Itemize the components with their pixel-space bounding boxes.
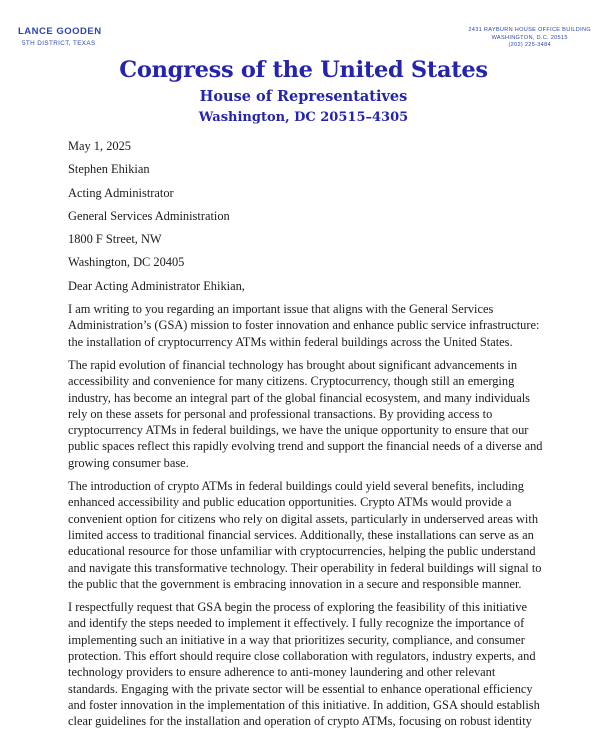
recipient-name: Stephen Ehikian <box>68 162 150 177</box>
recipient-title: Acting Administrator <box>68 185 174 200</box>
member-name: LANCE GOODEN <box>18 26 102 37</box>
recipient-address-block <box>68 161 547 270</box>
body-paragraph-1: I am writing to you regarding an important issue that aligns with the General Services Administration’s (GSA) mission to foster innovation and enhance public service infrastructure: the installation of cryptocurrency ATMs within federal buildings across the United States. <box>68 302 540 349</box>
masthead-congress-title: Congress of the United States <box>119 57 488 83</box>
office-address-line1: 2431 RAYBURN HOUSE OFFICE BUILDING <box>468 27 591 33</box>
body-paragraph-2: The rapid evolution of financial technology has brought about significant advancements in accessibility and convenience for many citizens. Cryptocurrency, though still an emerging industry, has become an integral part of the global financial ecosystem, and many individuals rely on these assets for personal and professional transactions. By providing access to cryptocurrency ATMs in federal buildings, we have the unique opportunity to ensure that our public spaces reflect this rapidly evolving trend and support the financial needs of a diverse and growing consumer base. <box>68 357 543 470</box>
recipient-street: 1800 F Street, NW <box>68 232 162 247</box>
office-address-line2: WASHINGTON, D.C. 20515 <box>491 34 568 41</box>
member-district: 5TH DISTRICT, TEXAS <box>22 40 96 47</box>
member-block <box>18 26 102 47</box>
recipient-city: Washington, DC 20405 <box>68 255 185 270</box>
letter-date: May 1, 2025 <box>68 139 131 153</box>
masthead <box>0 57 607 125</box>
letter-body <box>68 138 547 730</box>
office-contact-block <box>468 27 591 50</box>
office-phone: (202) 225-3484 <box>508 42 551 49</box>
masthead-house-title: House of Representatives <box>199 88 408 105</box>
masthead-washington-address: Washington, DC 20515–4305 <box>198 110 409 125</box>
recipient-agency: General Services Administration <box>68 208 230 223</box>
letterhead <box>18 26 591 50</box>
salutation: Dear Acting Administrator Ehikian, <box>68 278 245 293</box>
body-paragraph-3: The introduction of crypto ATMs in federal buildings could yield several benefits, including enhanced accessibility and public education opportunities. Crypto ATMs would provide a convenient option for citizens who rely on digital assets, particularly in underserved areas with limited access to traditional financial services. Additionally, these installations can serve as an educational resource for those unfamiliar with cryptocurrencies, helping the public understand and navigate this transformative technology. Their operability in federal buildings will signal to the public that the government is embracing innovation in a secure and responsible manner. <box>68 479 542 591</box>
body-paragraph-4: I respectfully request that GSA begin the process of exploring the feasibility of this initiative and identify the steps needed to implement it effectively. I fully recognize the importance of implementing such an initiative in a way that prioritizes security, compliance, and consumer protection. This effort should require close collaboration with regulators, industry experts, and technology providers to ensure adherence to anti-money laundering and other relevant standards. Engaging with the private sector will be essential to enhance operational efficiency and foster innovation in the implementation of this initiative. In addition, GSA should establish clear guidelines for the installation and operation of crypto ATMs, focusing on robust identity <box>68 600 540 729</box>
